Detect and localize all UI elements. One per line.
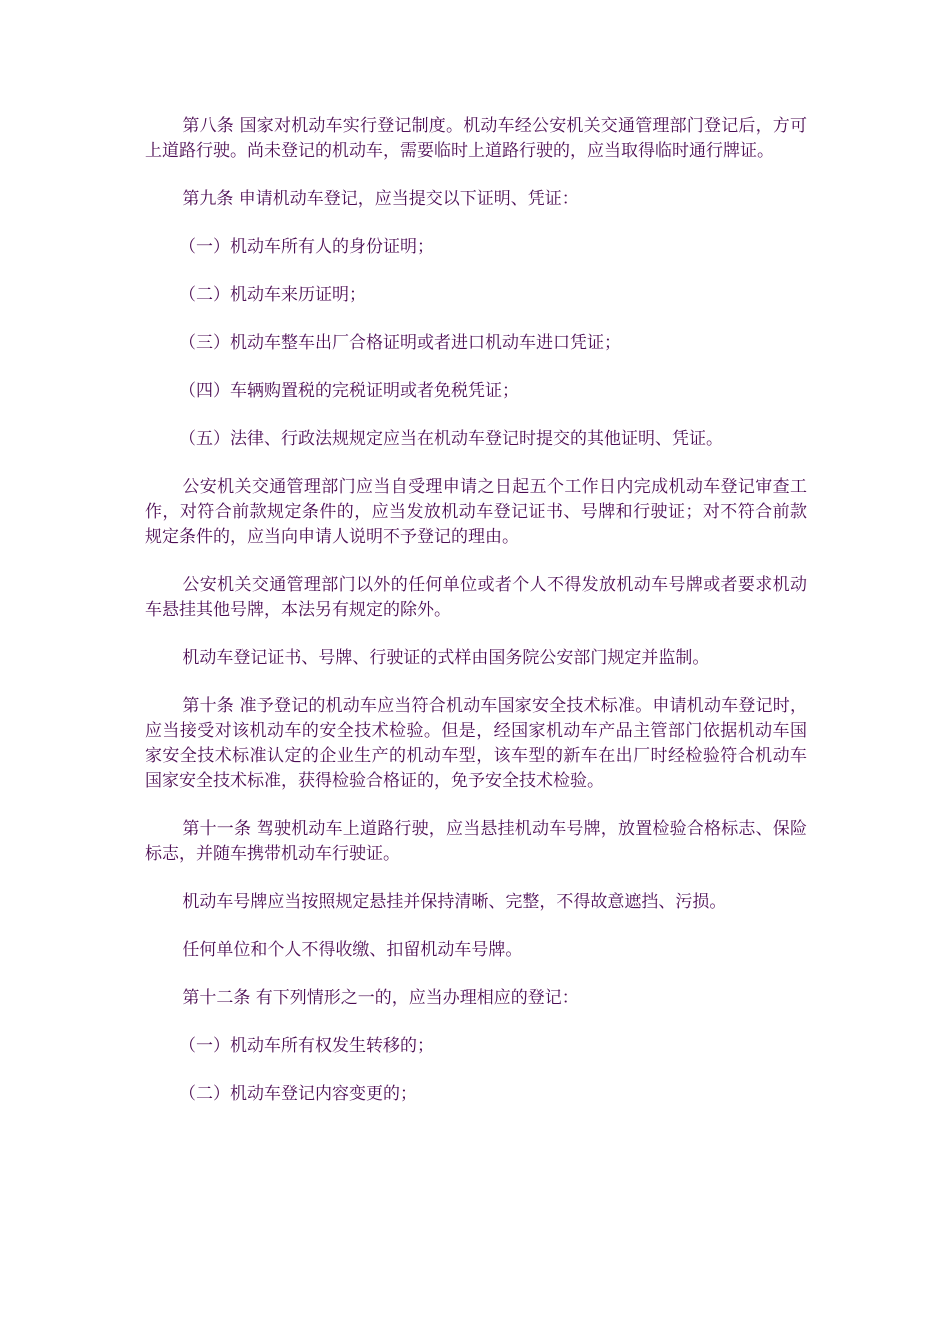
list-item: （一）机动车所有权发生转移的； (179, 1036, 434, 1056)
list-item: （二）机动车登记内容变更的； (179, 1084, 417, 1104)
body-paragraph: 任何单位和个人不得收缴、扣留机动车号牌。 (182, 940, 523, 960)
article-11-paragraph: 第十一条 驾驶机动车上道路行驶，应当悬挂机动车号牌，放置检验合格标志、保险标志，并随车携带机动车行驶证。 (145, 819, 807, 864)
list-item: （五）法律、行政法规规定应当在机动车登记时提交的其他证明、凭证。 (179, 429, 723, 449)
document-page (145, 114, 807, 1130)
article-10-paragraph: 第十条 准予登记的机动车应当符合机动车国家安全技术标准。申请机动车登记时，应当接受对该机动车的安全技术检验。但是，经国家机动车产品主管部门依据机动车国家安全技术标准认定的企业生产的机动车型，该车型的新车在出厂时经检验符合机动车国家安全技术标准，获得检验合格证的，免予安全技术检验。 (145, 696, 807, 791)
body-paragraph: 公安机关交通管理部门以外的任何单位或者个人不得发放机动车号牌或者要求机动车悬挂其他号牌，本法另有规定的除外。 (145, 575, 807, 620)
body-paragraph: 机动车登记证书、号牌、行驶证的式样由国务院公安部门规定并监制。 (182, 648, 710, 668)
body-paragraph: 公安机关交通管理部门应当自受理申请之日起五个工作日内完成机动车登记审查工作，对符合前款规定条件的，应当发放机动车登记证书、号牌和行驶证；对不符合前款规定条件的，应当向申请人说明不予登记的理由。 (145, 477, 807, 547)
list-item: （四）车辆购置税的完税证明或者免税凭证； (179, 381, 519, 401)
article-12-paragraph: 第十二条 有下列情形之一的，应当办理相应的登记： (182, 988, 579, 1008)
list-item: （二）机动车来历证明； (179, 285, 366, 305)
list-item: （一）机动车所有人的身份证明； (179, 237, 434, 257)
article-8-paragraph: 第八条 国家对机动车实行登记制度。机动车经公安机关交通管理部门登记后，方可上道路行驶。尚未登记的机动车，需要临时上道路行驶的，应当取得临时通行牌证。 (145, 116, 807, 161)
article-9-paragraph: 第九条 申请机动车登记，应当提交以下证明、凭证： (182, 189, 579, 209)
list-item: （三）机动车整车出厂合格证明或者进口机动车进口凭证； (179, 333, 621, 353)
body-paragraph: 机动车号牌应当按照规定悬挂并保持清晰、完整，不得故意遮挡、污损。 (182, 892, 727, 912)
